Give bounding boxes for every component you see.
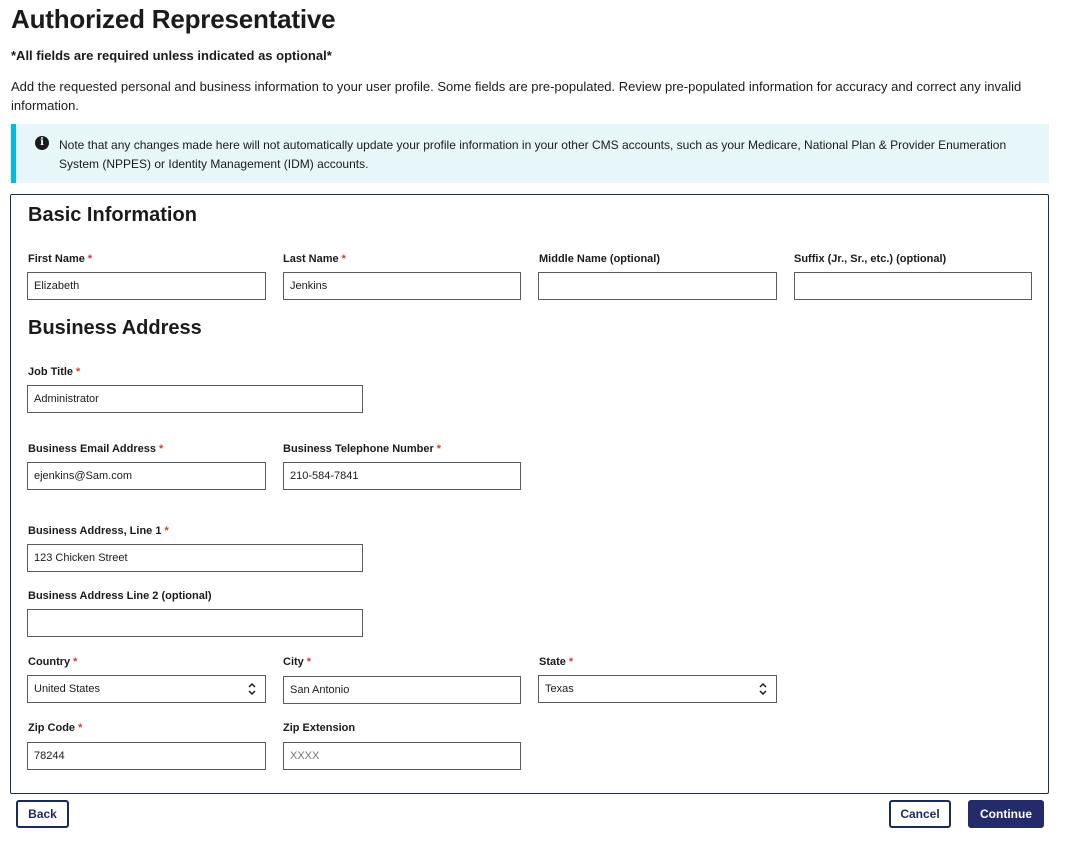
business-address-heading: Business Address <box>28 317 202 339</box>
middle-name-input[interactable] <box>538 272 777 300</box>
required-marker: * <box>158 443 164 455</box>
country-selected-value: United States <box>34 683 101 695</box>
alert-text: Note that any changes made here will not automatically update your profile information in your other CMS accounts, such as your Medicare, National Plan & Provider Enumeration System (NPPES) or Identity Management (IDM) accounts. <box>59 138 1007 171</box>
country-select[interactable] <box>27 675 266 703</box>
intro-text: Add the requested personal and business information to your user profile. Some fields are pre-populated. Review pre-populated information for accuracy and correct any invalid information. <box>11 79 1022 113</box>
cancel-button[interactable]: Cancel <box>889 800 951 828</box>
zip-code-label: Zip Code * <box>28 722 83 734</box>
city-label: City * <box>283 656 312 668</box>
info-icon: i <box>35 136 49 150</box>
state-select[interactable] <box>538 675 777 703</box>
page-title: Authorized Representative <box>11 4 336 34</box>
continue-button[interactable]: Continue <box>968 800 1044 828</box>
required-marker: * <box>76 366 81 378</box>
suffix-label: Suffix (Jr., Sr., etc.) (optional) <box>794 253 947 265</box>
business-phone-input[interactable] <box>283 462 521 490</box>
profile-form <box>10 194 1049 794</box>
middle-name-label: Middle Name (optional) <box>539 253 660 265</box>
last-name-input[interactable] <box>283 272 521 300</box>
zip-extension-label: Zip Extension <box>283 722 356 734</box>
basic-information-heading: Basic Information <box>28 204 197 226</box>
business-phone-label: Business Telephone Number * <box>283 443 442 455</box>
required-marker: * <box>87 253 93 265</box>
country-label: Country * <box>28 656 78 668</box>
address-line1-label: Business Address, Line 1 * <box>28 525 169 537</box>
suffix-input[interactable] <box>794 272 1032 300</box>
first-name-label: First Name * <box>28 253 93 265</box>
required-marker: * <box>568 656 574 668</box>
required-marker: * <box>306 656 312 668</box>
business-email-input[interactable] <box>27 462 266 490</box>
last-name-label: Last Name * <box>283 253 346 265</box>
required-marker: * <box>164 525 169 537</box>
city-input[interactable] <box>283 676 521 704</box>
first-name-input[interactable] <box>27 272 266 300</box>
address-line1-input[interactable] <box>27 544 363 572</box>
required-marker: * <box>78 722 83 734</box>
required-fields-note: *All fields are required unless indicated as optional* <box>11 48 332 63</box>
select-arrows-icon <box>759 682 767 696</box>
state-selected-value: Texas <box>545 683 574 695</box>
zip-code-input[interactable] <box>27 742 266 770</box>
job-title-input[interactable] <box>27 385 363 413</box>
required-marker: * <box>436 443 442 455</box>
zip-extension-input[interactable] <box>283 742 521 770</box>
back-button[interactable]: Back <box>16 800 69 828</box>
select-arrows-icon <box>248 682 256 696</box>
job-title-label: Job Title * <box>28 366 81 378</box>
business-email-label: Business Email Address * <box>28 443 164 455</box>
required-marker: * <box>73 656 78 668</box>
required-marker: * <box>341 253 346 265</box>
info-alert <box>11 124 1049 183</box>
address-line2-label: Business Address Line 2 (optional) <box>28 590 212 602</box>
state-label: State * <box>539 656 574 668</box>
address-line2-input[interactable] <box>27 609 363 637</box>
